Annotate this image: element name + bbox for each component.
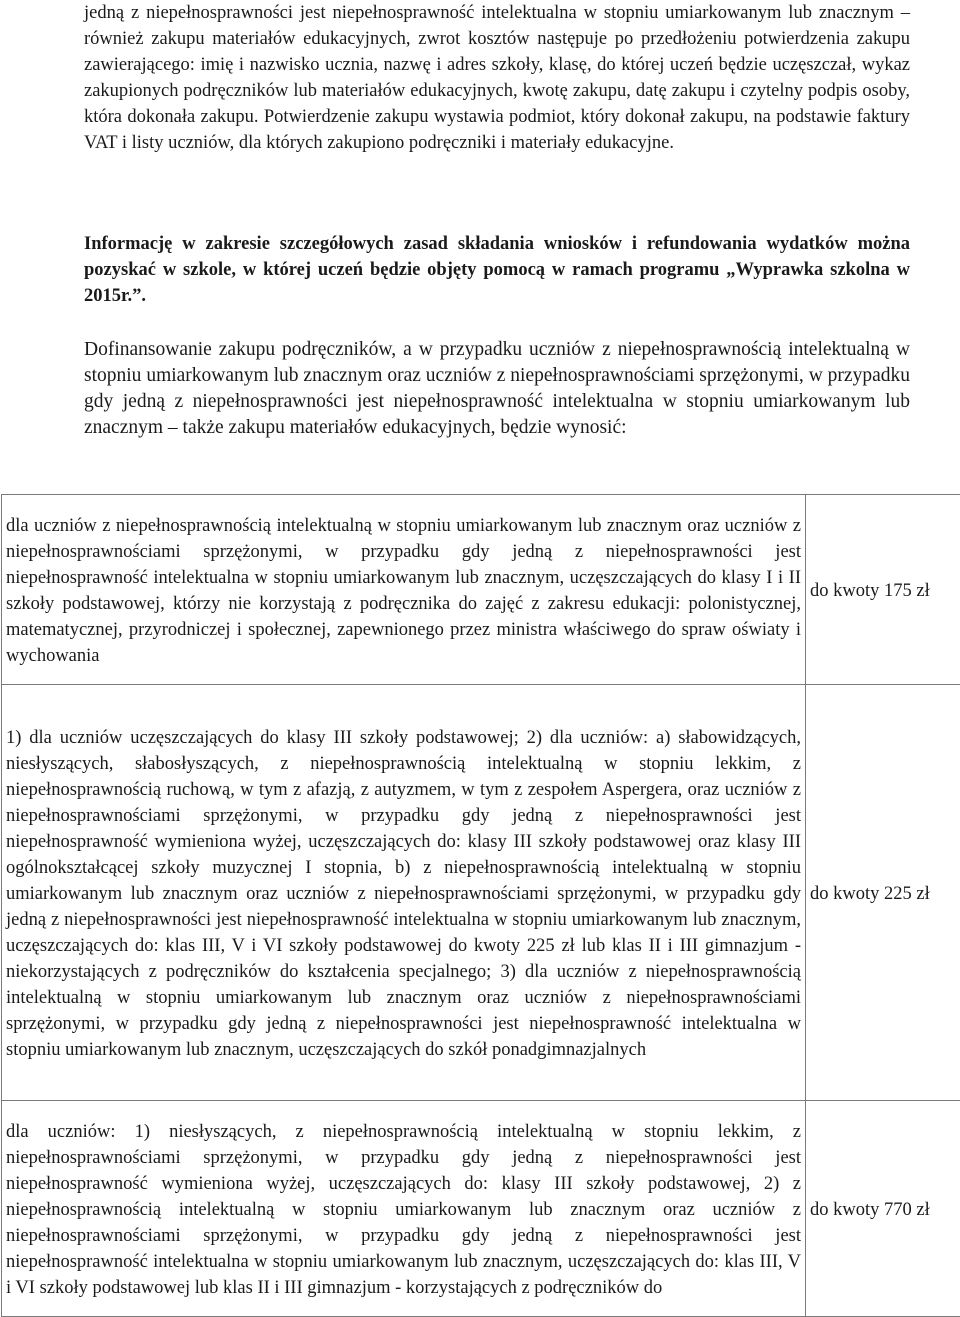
table-row — [2, 495, 960, 685]
cofinancing-amounts-table — [1, 494, 960, 1317]
row-amount: do kwoty 175 zł — [806, 495, 960, 685]
paragraph-cofinancing-intro: Dofinansowanie zakupu podręczników, a w przypadku uczniów z niepełnosprawnością intelektualną w stopniu umiarkowanym lub znacznym oraz uczniów z niepełnosprawnościami sprzężonymi, w przypadku gdy jedną z niepełnosprawności jest niepełnosprawność intelektualna w stopniu umiarkowanym lub znacznym – także zakupu materiałów edukacyjnych, będzie wynosić: — [84, 337, 910, 441]
table-row — [2, 1101, 960, 1317]
row-description: dla uczniów: 1) niesłyszących, z niepełnosprawnością intelektualną w stopniu lekkim, z niepełnosprawnościami sprzężonymi, w przypadku gdy jedną z niepełnosprawności jest niepełnosprawność wymieniona wyżej, uczęszczających do: klasy III szkoły podstawowej, 2) z niepełnosprawnością intelektualną w stopniu umiarkowanym lub znacznym oraz uczniów z niepełnosprawnościami sprzężonymi, w przypadku gdy jedną z niepełnosprawności jest niepełnosprawność intelektualna w stopniu umiarkowanym lub znacznym, uczęszczających do: klas III, V i VI szkoły podstawowej lub klas II i III gimnazjum - korzystających z podręczników do — [2, 1101, 806, 1317]
row-amount: do kwoty 225 zł — [806, 685, 960, 1101]
row-description: dla uczniów z niepełnosprawnością intelektualną w stopniu umiarkowanym lub znacznym oraz uczniów z niepełnosprawnościami sprzężonymi, w przypadku gdy jedną z niepełnosprawności jest niepełnosprawność intelektualna w stopniu umiarkowanym lub znacznym, uczęszczających do klasy I i II szkoły podstawowej, którzy nie korzystają z podręcznika do zajęć z zakresu edukacji: polonistycznej, matematycznej, przyrodniczej i społecznej, zapewnionego przez ministra właściwego do spraw oświaty i wychowania — [2, 495, 806, 685]
paragraph-information-notice: Informację w zakresie szczegółowych zasad składania wniosków i refundowania wydatków można pozyskać w szkole, w której uczeń będzie objęty pomocą w ramach programu „Wyprawka szkolna w 2015r.”. — [84, 231, 910, 309]
paragraph-purchase-confirmation: jedną z niepełnosprawności jest niepełnosprawność intelektualna w stopniu umiarkowanym lub znacznym – również zakupu materiałów edukacyjnych, zwrot kosztów następuje po przedłożeniu potwierdzenia zakupu zawierającego: imię i nazwisko ucznia, nazwę i adres szkoły, klasę, do której uczeń będzie uczęszczał, wykaz zakupionych podręczników lub materiałów edukacyjnych, kwotę zakupu, datę zakupu i czytelny podpis osoby, która dokonała zakupu. Potwierdzenie zakupu wystawia podmiot, który dokonał zakupu, na podstawie faktury VAT i listy uczniów, dla których zakupiono podręczniki i materiały edukacyjne. — [84, 0, 910, 156]
table-row — [2, 685, 960, 1101]
row-description: 1) dla uczniów uczęszczających do klasy III szkoły podstawowej; 2) dla uczniów: a) słabowidzących, niesłyszących, słabosłyszących, z niepełnosprawnością intelektualną w stopniu lekkim, z niepełnosprawnością ruchową, w tym z afazją, z autyzmem, w tym z zespołem Aspergera, oraz uczniów z niepełnosprawnościami sprzężonymi, w przypadku gdy jedną z niepełnosprawności jest niepełnosprawność wymieniona wyżej, uczęszczających do: klasy III szkoły podstawowej oraz klasy III ogólnokształcącej szkoły muzycznej I stopnia, b) z niepełnosprawnością intelektualną w stopniu umiarkowanym lub znacznym oraz uczniów z niepełnosprawnościami sprzężonymi, w przypadku gdy jedną z niepełnosprawności jest niepełnosprawność intelektualna w stopniu umiarkowanym lub znacznym, uczęszczających do: klas III, V i VI szkoły podstawowej do kwoty 225 zł lub klas II i III gimnazjum - niekorzystających z podręczników do kształcenia specjalnego; 3) dla uczniów z niepełnosprawnością intelektualną w stopniu umiarkowanym lub znacznym oraz uczniów z niepełnosprawnościami sprzężonymi, w przypadku gdy jedną z niepełnosprawności jest niepełnosprawność intelektualna w stopniu umiarkowanym lub znacznym, uczęszczających do szkół ponadgimnazjalnych — [2, 685, 806, 1101]
row-amount: do kwoty 770 zł — [806, 1101, 960, 1317]
